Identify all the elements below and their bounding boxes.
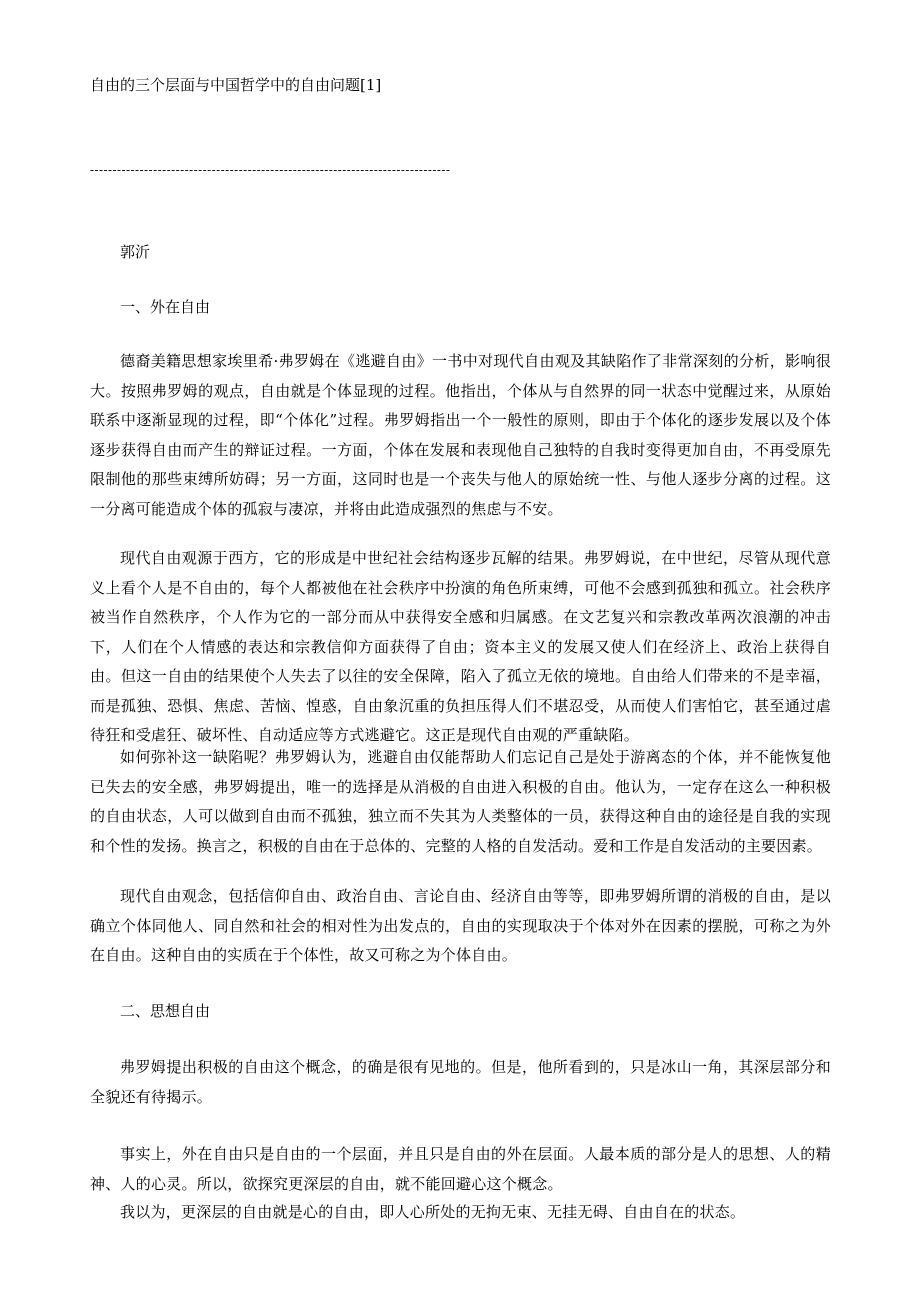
document-title: 自由的三个层面与中国哲学中的自由问题[1] — [90, 76, 382, 94]
paragraph: 弗罗姆提出积极的自由这个概念，的确是很有见地的。但是，他所看到的，只是冰山一角，其深层部分和全貌还有待揭示。 — [90, 1058, 831, 1106]
paragraph: 德裔美籍思想家埃里希·弗罗姆在《逃避自由》一书中对现代自由观及其缺陷作了非常深刻的分析，影响很大。按照弗罗姆的观点，自由就是个体显现的过程。他指出，个体从与自然界的同一状态中觉醒过来，从原始联系中逐渐显现的过程，即“个体化”过程。弗罗姆指出一个一般性的原则，即由于个体化的逐步发展以及个体逐步获得自由而产生的辩证过程。一方面，个体在发展和表现他自己独特的自我时变得更加自由，不再受原先限制他的那些束缚所妨碍；另一方面，这同时也是一个丧失与他人的原始统一性、与他人逐步分离的过程。这一分离可能造成个体的孤寂与凄凉，并将由此造成强烈的焦虑与不安。 — [90, 352, 831, 518]
separator-line: -------------------------------------------------------------------------------- — [90, 163, 451, 177]
paragraph: 事实上，外在自由只是自由的一个层面，并且只是自由的外在层面。人最本质的部分是人的思想、人的精神、人的心灵。所以，欲探究更深层的自由，就不能回避心这个概念。 — [90, 1145, 831, 1193]
paragraph: 现代自由观源于西方，它的形成是中世纪社会结构逐步瓦解的结果。弗罗姆说，在中世纪，尽管从现代意义上看个人是不自由的，每个人都被他在社会秩序中扮演的角色所束缚，可他不会感到孤独和孤立。社会秩序被当作自然秩序，个人作为它的一部分而从中获得安全感和归属感。在文艺复兴和宗教改革两次浪潮的冲击下，人们在个人情感的表达和宗教信仰方面获得了自由；资本主义的发展又使人们在经济上、政治上获得自由。但这一自由的结果使个人失去了以往的安全保障，陷入了孤立无依的境地。自由给人们带来的不是幸福，而是孤独、恐惧、焦虑、苦恼、惶惑，自由象沉重的负担压得人们不堪忍受，从而使人们害怕它，甚至通过虐待狂和受虐狂、破坏性、自动适应等方式逃避它。这正是现代自由观的严重缺陷。 — [90, 549, 831, 744]
section-heading-thought-freedom: 二、思想自由 — [120, 1002, 211, 1020]
author-name: 郭沂 — [120, 243, 151, 261]
section-heading-external-freedom: 一、外在自由 — [120, 298, 211, 316]
paragraph: 我以为，更深层的自由就是心的自由，即人心所处的无拘无束、无挂无碍、自由自在的状态。 — [120, 1203, 746, 1221]
paragraph: 如何弥补这一缺陷呢？弗罗姆认为，逃避自由仅能帮助人们忘记自己是处于游离态的个体，并不能恢复他已失去的安全感，弗罗姆提出，唯一的选择是从消极的自由进入积极的自由。他认为，一定存在这么一种积极的自由状态，人可以做到自由而不孤独，独立而不失其为人类整体的一员，获得这种自由的途径是自我的实现和个性的发扬。换言之，积极的自由在于总体的、完整的人格的自发活动。爱和工作是自发活动的主要因素。 — [90, 748, 831, 855]
paragraph: 现代自由观念，包括信仰自由、政治自由、言论自由、经济自由等等，即弗罗姆所谓的消极的自由，是以确立个体同他人、同自然和社会的相对性为出发点的，自由的实现取决于个体对外在因素的摆脱，可称之为外在自由。这种自由的实质在于个体性，故又可称之为个体自由。 — [90, 887, 831, 964]
